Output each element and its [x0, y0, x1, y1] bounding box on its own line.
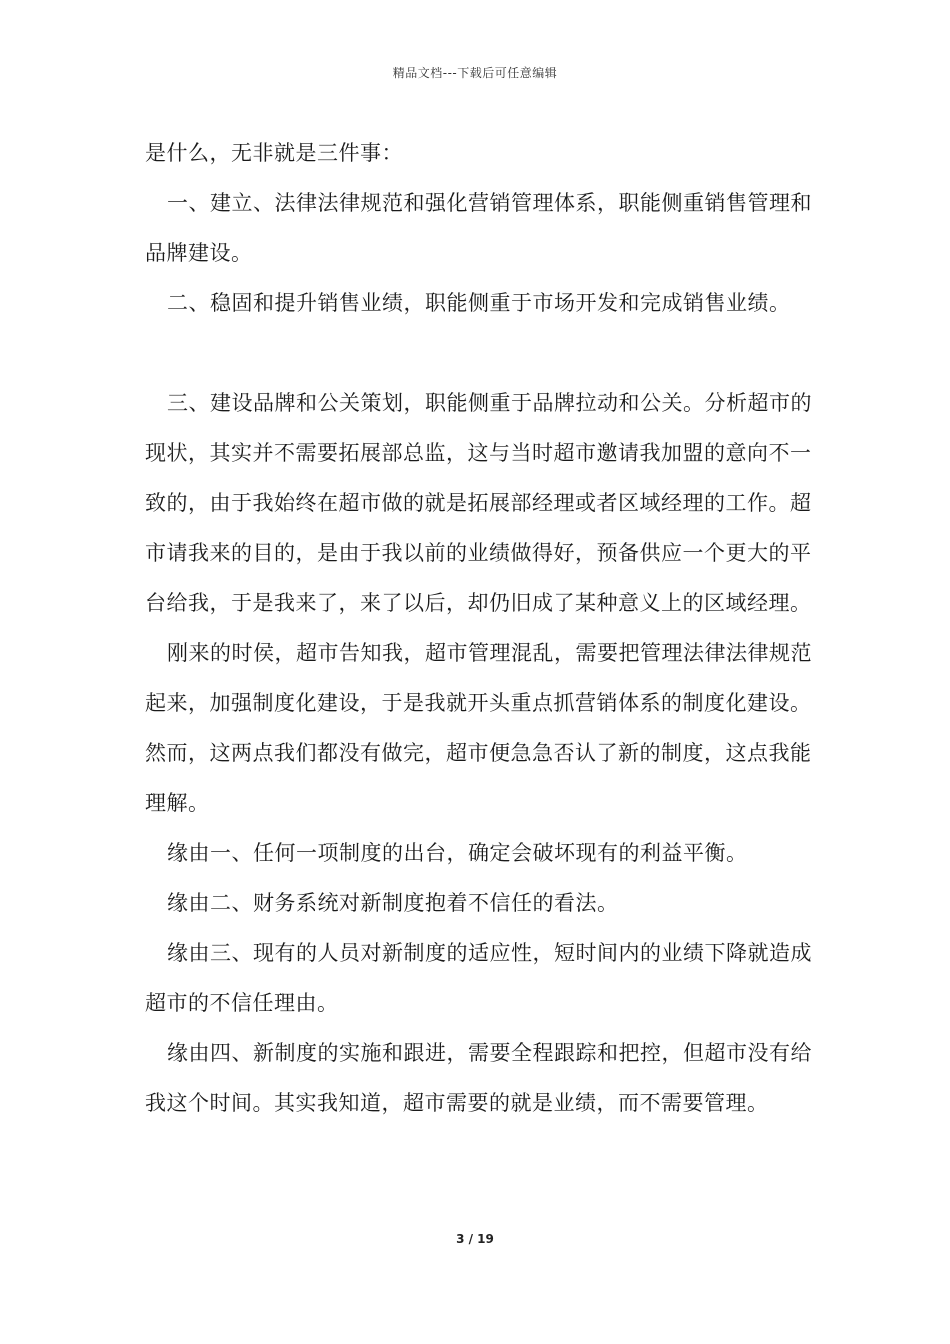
paragraph-arrival: 刚来的时侯，超市告知我，超市管理混乱，需要把管理法律法律规范起来，加强制度化建设，于是我就开头重点抓营销体系的制度化建设。然而，这两点我们都没有做完，超市便急急否认了新的制度，这点我能理解。 — [145, 641, 812, 815]
paragraph-reason-3: 缘由三、现有的人员对新制度的适应性，短时间内的业绩下降就造成超市的不信任理由。 — [145, 941, 812, 1015]
paragraph-point-3: 三、建设品牌和公关策划，职能侧重于品牌拉动和公关。分析超市的现状，其实并不需要拓展部总监，这与当时超市邀请我加盟的意向不一致的，由于我始终在超市做的就是拓展部经理或者区域经理的工作。超市请我来的目的，是由于我以前的业绩做得好，预备供应一个更大的平台给我，于是我来了，来了以后，却仍旧成了某种意义上的区域经理。 — [145, 391, 812, 615]
document-body — [145, 128, 825, 1128]
page-number: 3 / 19 — [456, 1232, 494, 1246]
page-header: 精品文档---下载后可任意编辑 — [392, 66, 558, 80]
paragraph-reason-4: 缘由四、新制度的实施和跟进，需要全程跟踪和把控，但超市没有给我这个时间。其实我知道，超市需要的就是业绩，而不需要管理。 — [145, 1041, 812, 1115]
paragraph-intro: 是什么，无非就是三件事： — [145, 141, 403, 165]
paragraph-point-1: 一、建立、法律法律规范和强化营销管理体系，职能侧重销售管理和品牌建设。 — [145, 191, 812, 265]
paragraph-reason-1: 缘由一、任何一项制度的出台，确定会破坏现有的利益平衡。 — [167, 841, 748, 865]
paragraph-reason-2: 缘由二、财务系统对新制度抱着不信任的看法。 — [167, 891, 619, 915]
paragraph-point-2: 二、稳固和提升销售业绩，职能侧重于市场开发和完成销售业绩。 — [167, 291, 791, 315]
